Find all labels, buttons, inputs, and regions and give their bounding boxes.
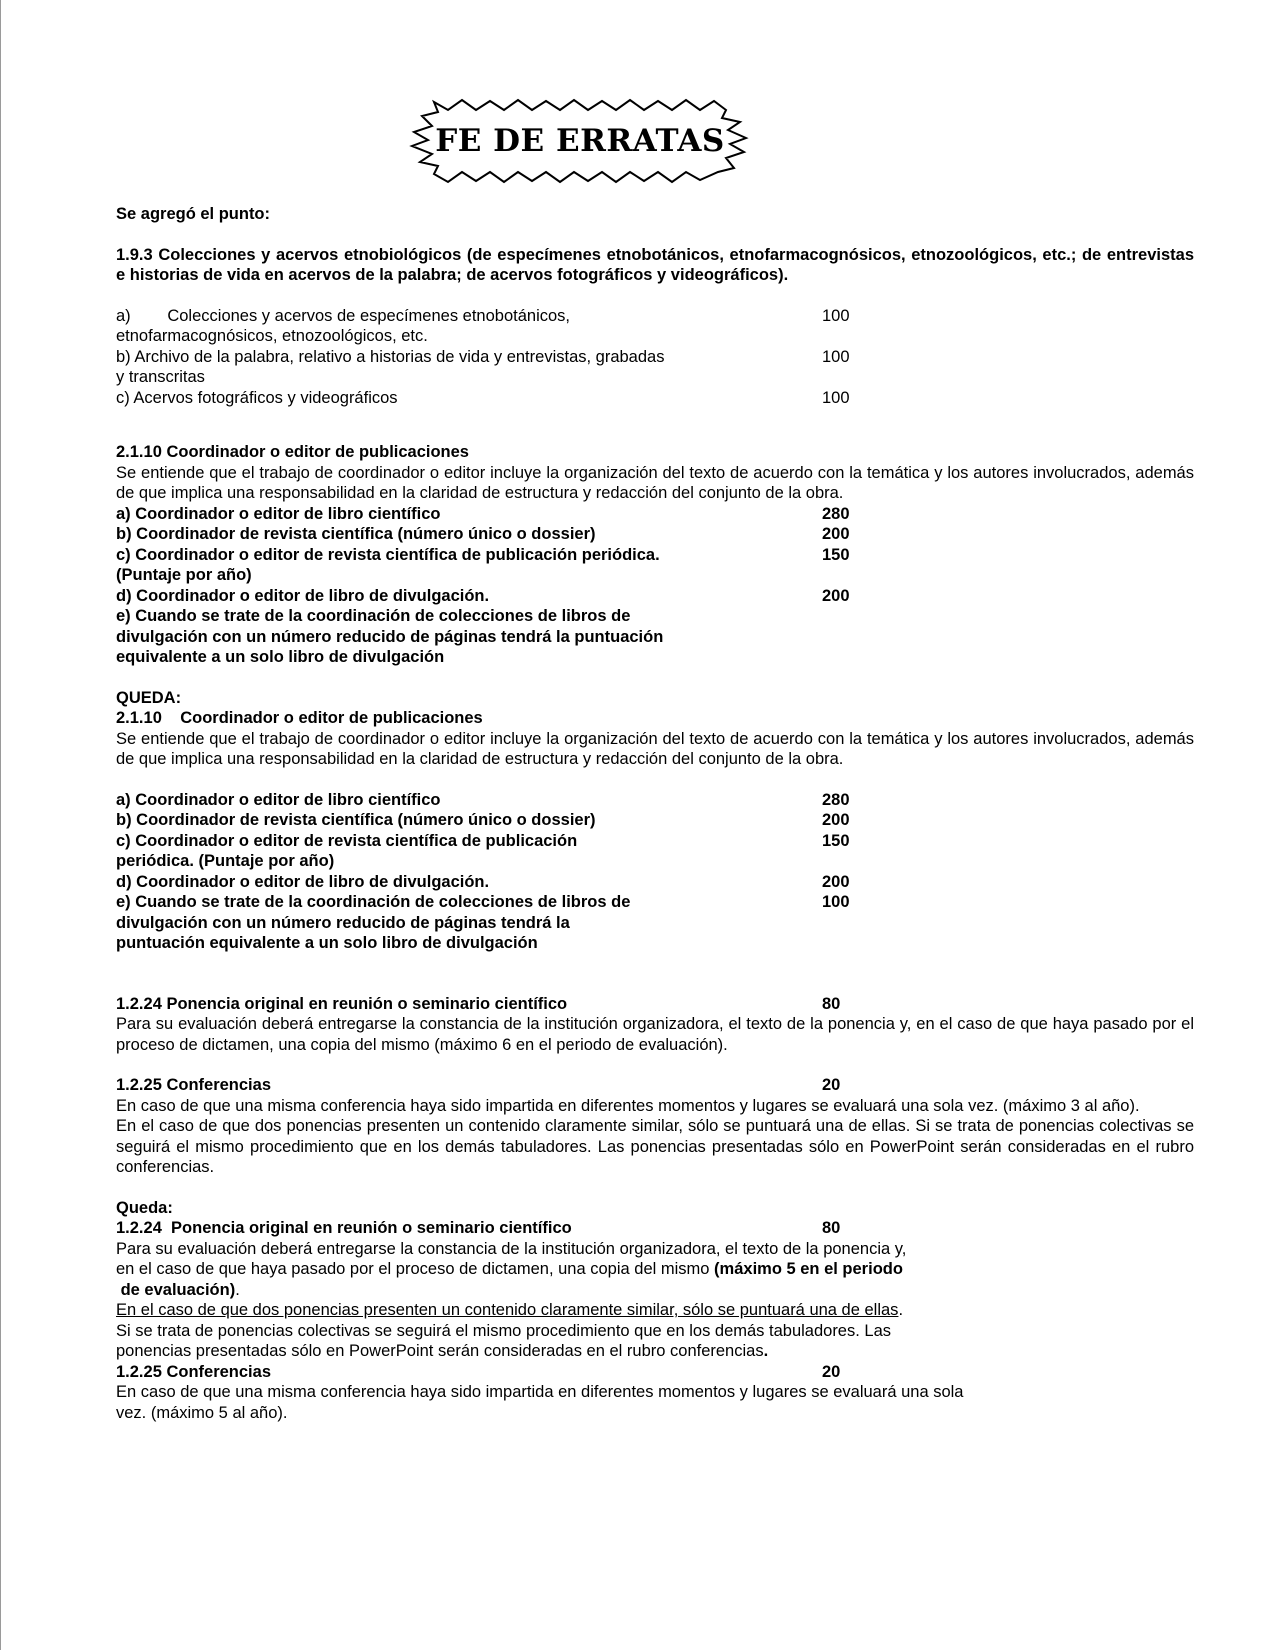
section-1-2-25-heading-row	[116, 1075, 1194, 1096]
item-label-cont: etnofarmacognósicos, etnozoológicos, etc.	[116, 327, 428, 345]
text-line	[116, 1259, 1016, 1280]
section-2-1-10-revised-heading: 2.1.10 Coordinador o editor de publicaciones	[116, 709, 483, 727]
item-score: 100	[822, 306, 850, 325]
section-2-1-10-revised-description: Se entiende que el trabajo de coordinador o editor incluye la organización del texto de acuerdo con la temática y los autores involucrados, además de que implica una responsabilidad en la claridad de estructura y redacción del conjunto de la obra.	[116, 729, 1194, 768]
item-score: 100	[822, 347, 850, 366]
text-line: En caso de que una misma conferencia haya sido impartida en diferentes momentos y lugares se evaluará una sola	[116, 1383, 964, 1401]
list-item	[116, 892, 1194, 954]
list-item	[116, 306, 1194, 347]
queda-label-2: Queda:	[116, 1198, 173, 1217]
item-label-cont: divulgación con un número reducido de páginas tendrá la	[116, 913, 570, 932]
item-label-cont: equivalente a un solo libro de divulgación	[116, 648, 445, 666]
item-label-cont: periódica. (Puntaje por año)	[116, 852, 335, 870]
errata-banner	[400, 96, 760, 186]
text-line: Si se trata de ponencias colectivas se seguirá el mismo procedimiento que en los demás tabuladores. Las	[116, 1321, 892, 1340]
section-1-2-25-heading: 1.2.25 Conferencias	[116, 1076, 271, 1094]
item-score: 100	[822, 893, 850, 911]
section-1-2-25-revised-score: 20	[822, 1362, 841, 1381]
item-label: b) Archivo de la palabra, relativo a historias de vida y entrevistas, grabadas	[116, 347, 665, 366]
item-label: a) Coordinador o editor de libro científico	[116, 790, 441, 809]
text-line: vez. (máximo 5 al año).	[116, 1403, 288, 1422]
item-label: c) Coordinador o editor de revista científica de publicación	[116, 831, 578, 850]
item-label: b) Coordinador de revista científica (número único o dossier)	[116, 811, 596, 829]
item-label-cont: y transcritas	[116, 368, 205, 386]
item-label: a) Colecciones y acervos de especímenes etnobotánicos,	[116, 306, 570, 325]
list-item	[116, 524, 1194, 545]
item-label-cont: divulgación con un número reducido de páginas tendrá la puntuación	[116, 627, 664, 646]
text-line: Para su evaluación deberá entregarse la constancia de la institución organizadora, el texto de la ponencia y,	[116, 1239, 907, 1258]
item-label: d) Coordinador o editor de libro de divulgación.	[116, 586, 490, 605]
item-score: 150	[822, 545, 850, 564]
section-1-2-24-score: 80	[822, 994, 841, 1013]
section-1-2-25-score: 20	[822, 1076, 841, 1094]
item-label: a) Coordinador o editor de libro científico	[116, 504, 441, 523]
list-item	[116, 831, 1194, 872]
list-item	[116, 872, 1194, 893]
text-span: .	[898, 1301, 904, 1319]
text-span: .	[235, 1280, 240, 1299]
section-1-2-25-revised-heading: 1.2.25 Conferencias	[116, 1362, 271, 1381]
text-span: en el caso de que haya pasado por el proceso de dictamen, una copia del mismo	[116, 1260, 715, 1278]
item-score: 150	[822, 831, 850, 850]
section-1-2-24-revised-score: 80	[822, 1219, 841, 1237]
page-edge	[0, 0, 1, 1650]
item-score: 200	[822, 872, 850, 891]
list-item	[116, 388, 1194, 409]
section-1-2-24-revised-heading: 1.2.24 Ponencia original en reunión o seminario científico	[116, 1219, 572, 1237]
item-score: 200	[822, 525, 850, 543]
section-2-1-10-heading: 2.1.10 Coordinador o editor de publicaciones	[116, 443, 469, 461]
section-1-2-25-revised-heading-row	[116, 1362, 1194, 1383]
item-score: 280	[822, 504, 850, 523]
section-1-2-25-note: En el caso de que dos ponencias presenten un contenido claramente similar, sólo se puntuará una de ellas. Si se trata de ponencias colectivas se seguirá el mismo procedimiento que en los demás tabuladores. Las ponencias presentadas sólo en PowerPoint serán consideradas en el rubro conferencias.	[116, 1117, 1194, 1176]
section-1-2-25-revised-text	[116, 1382, 1046, 1423]
section-1-2-24-heading-row	[116, 994, 1194, 1015]
item-score: 200	[822, 811, 850, 829]
queda-label: QUEDA:	[116, 688, 182, 707]
document-body	[116, 204, 1194, 1423]
item-label: c) Acervos fotográficos y videográficos	[116, 388, 398, 407]
section-2-1-10-description: Se entiende que el trabajo de coordinador o editor incluye la organización del texto de acuerdo con la temática y los autores involucrados, además de que implica una responsabilidad en la claridad de estructura y redacción del conjunto de la obra.	[116, 463, 1194, 502]
item-label: d) Coordinador o editor de libro de divulgación.	[116, 872, 490, 891]
item-score: 280	[822, 790, 850, 809]
section-1-9-3-heading: 1.9.3 Colecciones y acervos etnobiológicos (de especímenes etnobotánicos, etnofarmacognósicos, etnozoológicos, etc.; de entrevistas e historias de vida en acervos de la palabra; de acervos fotográficos y videográficos).	[116, 245, 1194, 284]
list-item	[116, 586, 1194, 607]
text-line	[116, 1341, 1016, 1362]
item-label-cont: (Puntaje por año)	[116, 566, 252, 584]
list-item	[116, 790, 1194, 811]
list-item	[116, 347, 1194, 388]
item-label: c) Coordinador o editor de revista científica de publicación periódica.	[116, 545, 660, 564]
item-score: 200	[822, 586, 850, 605]
text-emphasis: .	[763, 1342, 769, 1360]
banner-title: FE DE ERRATAS	[435, 123, 725, 159]
item-label: b) Coordinador de revista científica (número único o dossier)	[116, 525, 596, 543]
section-1-2-25-description: En caso de que una misma conferencia haya sido impartida en diferentes momentos y lugares se evaluará una sola vez. (máximo 3 al año).	[116, 1096, 1140, 1115]
section-1-2-24-description: Para su evaluación deberá entregarse la constancia de la institución organizadora, el texto de la ponencia y, en el caso de que haya pasado por el proceso de dictamen, una copia del mismo (máximo 6 en el periodo de evaluación).	[116, 1015, 1194, 1054]
section-1-2-24-heading: 1.2.24 Ponencia original en reunión o seminario científico	[116, 994, 568, 1013]
text-emphasis: (máximo 5 en el periodo	[714, 1260, 903, 1278]
text-emphasis: de evaluación)	[116, 1280, 236, 1299]
item-label: e) Cuando se trate de la coordinación de colecciones de libros de	[116, 893, 631, 911]
list-item	[116, 606, 1194, 668]
text-line	[116, 1300, 1016, 1321]
item-score: 100	[822, 388, 850, 407]
text-span: ponencias presentadas sólo en PowerPoint serán consideradas en el rubro conferencias	[116, 1342, 764, 1360]
item-label: e) Cuando se trate de la coordinación de colecciones de libros de	[116, 607, 631, 625]
text-line	[116, 1280, 1016, 1301]
list-item	[116, 504, 1194, 525]
list-item	[116, 545, 1194, 586]
list-item	[116, 810, 1194, 831]
item-label-cont: puntuación equivalente a un solo libro de divulgación	[116, 934, 538, 952]
added-point-intro: Se agregó el punto:	[116, 205, 271, 223]
section-1-2-24-revised-text	[116, 1239, 1016, 1362]
underlined-text: En el caso de que dos ponencias presenten un contenido claramente similar, sólo se puntuará una de ellas	[116, 1301, 899, 1319]
section-1-2-24-revised-heading-row	[116, 1218, 1194, 1239]
